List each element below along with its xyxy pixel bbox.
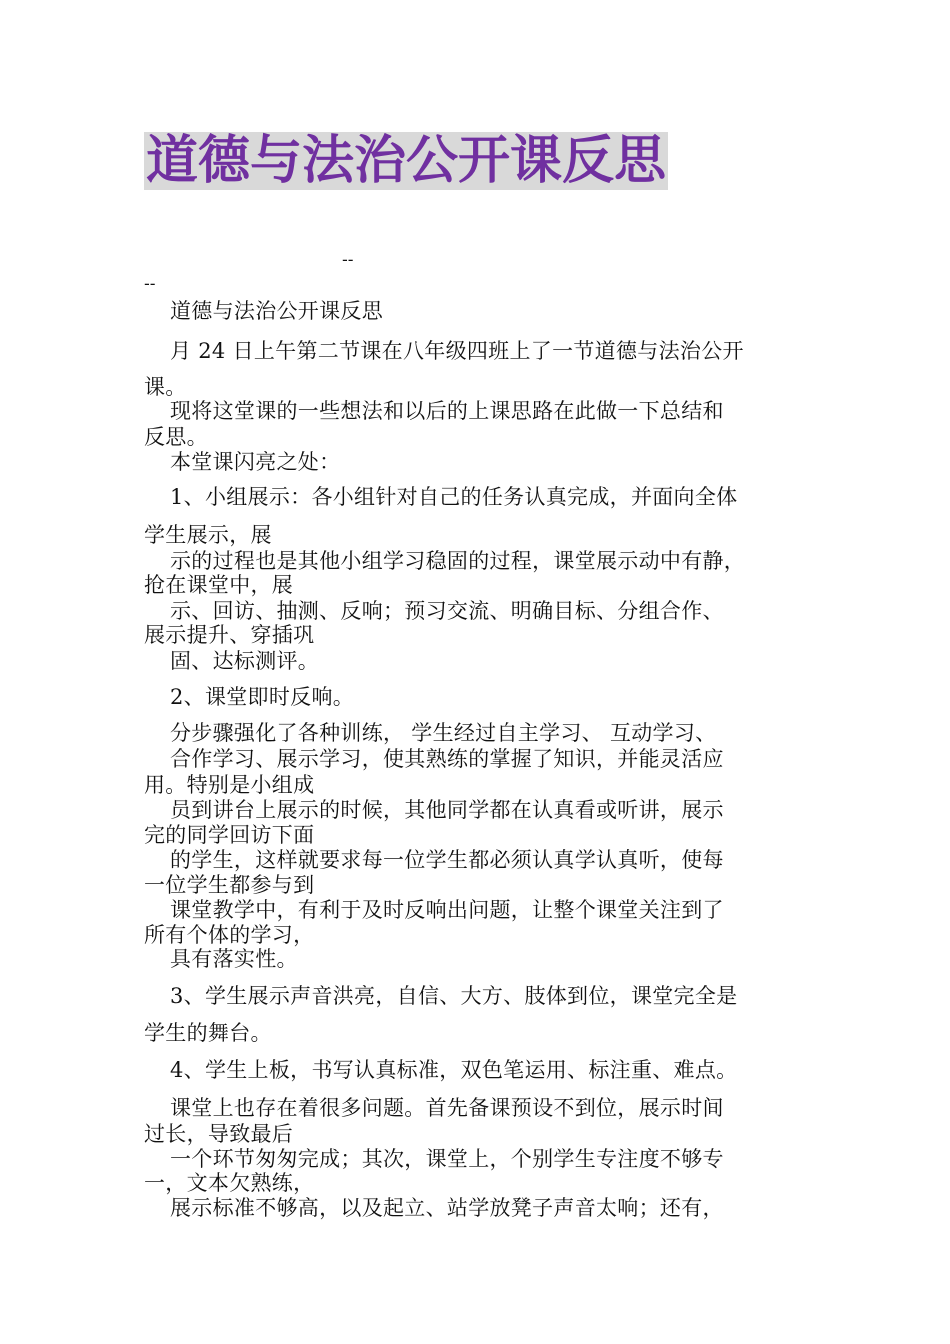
body-line: 本堂课闪亮之处： [170, 450, 341, 474]
body-line: 抢在课堂中，展 [144, 573, 294, 597]
body-line: 月 24 日上午第二节课在八年级四班上了一节道德与法治公开 [170, 339, 744, 363]
body-line: 课。 [144, 375, 187, 399]
body-line: 展示标准不够高，以及起立、站学放凳子声音太响；还有， [170, 1196, 724, 1220]
body-line: 展示提升、穿插巩 [144, 623, 315, 647]
body-line: 固、达标测评。 [170, 649, 320, 673]
body-line: 1、小组展示：各小组针对自己的任务认真完成，并面向全体 [170, 485, 738, 509]
body-line: 一位学生都参与到 [144, 873, 315, 897]
body-line: 示的过程也是其他小组学习稳固的过程，课堂展示动中有静， [170, 549, 746, 573]
body-line: 完的同学回访下面 [144, 823, 315, 847]
body-line: 员到讲台上展示的时候，其他同学都在认真看或听讲，展示 [170, 798, 724, 822]
body-line: 反思。 [144, 425, 208, 449]
body-line: 学生的舞台。 [144, 1021, 272, 1045]
body-line: 具有落实性。 [170, 947, 298, 971]
body-line: 过长，导致最后 [144, 1122, 294, 1146]
page-title: 道德与法治公开课反思 [146, 131, 667, 191]
body-line: 分步骤强化了各种训练， 学生经过自主学习、 互动学习、 [170, 721, 717, 745]
body-line: 4、学生上板，书写认真标准，双色笔运用、标注重、难点。 [170, 1058, 738, 1082]
body-line: 2、课堂即时反响。 [170, 685, 355, 709]
body-line: 的学生，这样就要求每一位学生都必须认真学认真听，使每 [170, 848, 724, 872]
body-line: 学生展示，展 [144, 523, 272, 547]
body-line: 课堂上也存在着很多问题。首先备课预设不到位，展示时间 [170, 1096, 724, 1120]
body-line: 课堂教学中，有利于及时反响出问题，让整个课堂关注到了 [170, 898, 724, 922]
body-line: 一个环节匆匆完成；其次，课堂上，个别学生专注度不够专 [170, 1147, 724, 1171]
body-line: 示、回访、抽测、反响；预习交流、明确目标、分组合作、 [170, 599, 724, 623]
body-line: 3、学生展示声音洪亮，自信、大方、肢体到位，课堂完全是 [170, 984, 738, 1008]
body-line: 用。特别是小组成 [144, 773, 315, 797]
body-line: 道德与法治公开课反思 [170, 299, 383, 323]
separator-mark: -- [342, 250, 354, 269]
body-line: 所有个体的学习， [144, 923, 315, 947]
separator-mark: -- [144, 274, 156, 293]
body-line: 合作学习、展示学习，使其熟练的掌握了知识，并能灵活应 [170, 747, 724, 771]
body-line: 一，文本欠熟练， [144, 1171, 315, 1195]
body-line: 现将这堂课的一些想法和以后的上课思路在此做一下总结和 [170, 399, 724, 423]
